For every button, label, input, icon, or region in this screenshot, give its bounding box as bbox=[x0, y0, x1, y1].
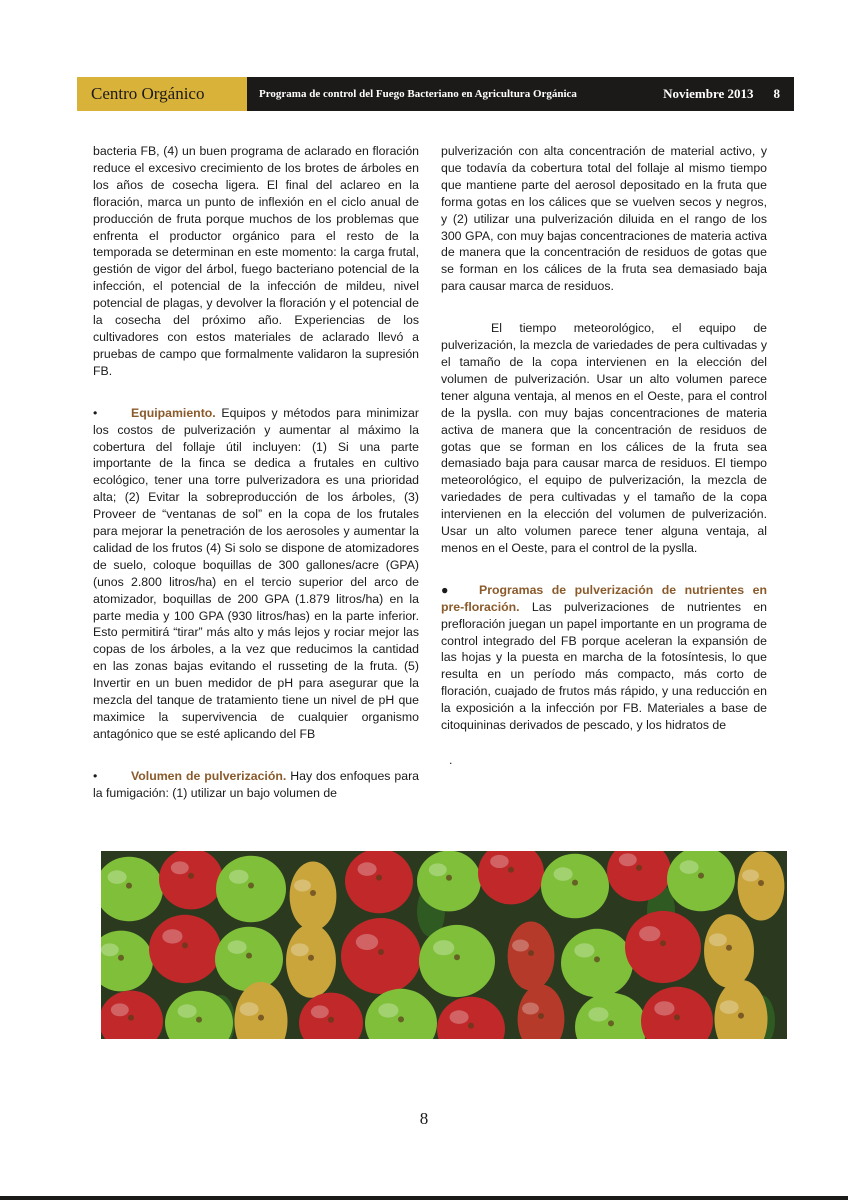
fruit-illustration bbox=[101, 851, 787, 1039]
trailing-dot: . bbox=[449, 753, 453, 767]
red-apple bbox=[101, 991, 163, 1039]
page-number: 8 bbox=[419, 1109, 429, 1128]
bullet-title-nutrientes: Programas de pulverización de nutrientes en pre-floración. bbox=[441, 582, 767, 614]
bullet-text-volumen: Hay dos enfoques para la fumigación: (1) utilizar un bajo volumen de bbox=[93, 768, 419, 800]
page-header bbox=[77, 77, 794, 111]
pear bbox=[704, 914, 754, 988]
red-pear bbox=[518, 985, 565, 1040]
bullet-equipamiento bbox=[93, 405, 419, 743]
red-pear bbox=[508, 922, 555, 991]
red-apple bbox=[341, 918, 421, 994]
bullet-text-equipamiento: Equipos y métodos para minimizar los costos de pulverización y aumentar al máximo la cobertura del follaje útil incluyen: (1) Si una parte importante de la finca se dedica a frutales en cultivo ecológico, tener una torre pulverizadora es una prioridad alta; (2) Evitar la sobreproducción de los árboles, (3) Proveer de “ventanas de sol” en la copa de los frutales para mejorar la penetración de los aerosoles y aumentar la calidad de los frutos (4) Si solo se dispone de atomizadores de suelo, coloque boquillas de 300 gallones/acre (GPA) (unos 2.800 litros/ha) en el tercio superior del arco de atomizador, boquillas de 200 GPA (1.879 litros/ha) en la parte media y 100 GPA (930 litros/has) en la parte inferior. Esto permitirá “tirar” más alto y más lejos y rociar mejor las copas de los árboles, a la vez que reducimos la cantidad en las zonas bajas evitando el russeting de la fruta. (5) Invertir en un buen medidor de pH para asegurar que la mezcla del tanque de tratamiento tiene un nivel de pH que maximice la supervivencia de cualquier organismo antagónico que se esté aplicando del FB bbox=[93, 405, 419, 741]
green-apple bbox=[419, 925, 495, 997]
red-apple bbox=[437, 997, 505, 1039]
bullet-volumen bbox=[93, 768, 419, 802]
bullet-icon: • bbox=[93, 768, 98, 783]
bullet-text-nutrientes: Las pulverizaciones de nutrientes en prefloración juegan un papel importante en un programa de control integrado del FB porque aceleran la expansión de las hojas y la puesta en marcha de la fotosíntesis, lo que resulta en un período más compacto, más corto de floración, cuajado de frutos más rápido, y una reducción en la exposición a la infección por FB. Materiales a base de citoquininas derivados de pescado, y los hidratos de bbox=[441, 599, 767, 733]
footer-rule bbox=[0, 1196, 848, 1200]
green-apple bbox=[365, 989, 437, 1039]
header-title: Programa de control del Fuego Bacteriano en Agricultura Orgánica bbox=[259, 88, 577, 100]
pear bbox=[286, 924, 336, 998]
green-apple bbox=[667, 851, 735, 911]
bullet-icon: • bbox=[93, 405, 98, 420]
green-apple bbox=[541, 854, 609, 919]
brand-name: Centro Orgánico bbox=[77, 77, 247, 111]
red-apple bbox=[299, 993, 363, 1039]
header-date: Noviembre 2013 bbox=[663, 86, 754, 101]
pear bbox=[738, 852, 785, 921]
pear bbox=[290, 862, 337, 931]
bullet-nutrientes bbox=[441, 582, 767, 734]
pear bbox=[714, 980, 767, 1039]
paragraph-tiempo-meteorologico: El tiempo meteorológico, el equipo de pulverización, la mezcla de variedades de pera cultivadas y el tamaño de la copa intervienen en la elección del volumen de pulverización. Usar un alto volumen parece tener alguna ventaja, al menos en el Oeste, para el control de la pyslla. con muy bajas concentraciones de materia activa de manera que la concentración de residuos de gotas que se forman en los cálices de la fruta sea demasiado baja para causar marca de residuos. El tiempo meteorológico, el equipo de pulverización, la mezcla de variedades de pera cultivadas y el tamaño de la copa intervienen en la elección del volumen de pulverización. Usar un alto volumen parece tener alguna ventaja, al menos en el Oeste, para el control de la pyslla. bbox=[441, 321, 767, 555]
bullet-title-equipamiento: Equipamiento. bbox=[131, 405, 216, 420]
green-apple bbox=[215, 927, 283, 992]
green-apple bbox=[216, 856, 286, 923]
green-apple bbox=[561, 929, 633, 997]
red-apple bbox=[149, 915, 221, 983]
right-column bbox=[441, 143, 767, 768]
red-apple bbox=[625, 911, 701, 983]
bullet-icon: ● bbox=[441, 582, 449, 597]
header-page-number: 8 bbox=[773, 86, 780, 101]
green-apple bbox=[417, 851, 481, 911]
left-column bbox=[93, 143, 419, 802]
red-apple bbox=[345, 851, 413, 913]
red-apple bbox=[159, 851, 223, 909]
green-apple bbox=[575, 993, 647, 1039]
red-apple bbox=[641, 987, 713, 1039]
green-apple bbox=[101, 931, 153, 992]
paragraph-pulverizacion: pulverización con alta concentración de material activo, y que todavía da cobertura total del follaje al mismo tiempo que mantiene parte del aerosol depositado en la fruta que forma gotas en los cálices que se vuelven secos y negros, y (2) utilizar una pulverización diluida en el rango de los 300 GPA, con muy bajas concentraciones de materia activa de manera que la concentración de residuos de gotas que se forman en los cálices de la fruta sea demasiado baja para causar marca de residuos. bbox=[441, 144, 767, 294]
fruit-banner-image bbox=[101, 851, 787, 1039]
green-apple bbox=[101, 857, 163, 922]
bullet-title-volumen: Volumen de pulverización. bbox=[131, 768, 287, 783]
red-apple bbox=[478, 851, 544, 904]
paragraph-aclarado: bacteria FB, (4) un buen programa de aclarado en floración reduce el excesivo crecimiento de los brotes de árboles en los años de cosecha ligera. El final del aclareo en la floración, marca un punto de inflexión en el ciclo anual de producción de fruta porque muchos de los problemas que enfrenta el productor orgánico para el resto de la temporada se determinan en este momento: la carga frutal, gestión de vigor del árbol, fuego bacteriano potencial de la infección, el potencial de la infección de mildeu, nivel potencial de plagas, y devolver la floración y el potencial de la cosecha del próximo año. Experiencias de los cultivadores con estos materiales de aclarado llevó a pruebas de campo que formalmente validaron la supresión FB. bbox=[93, 144, 419, 378]
